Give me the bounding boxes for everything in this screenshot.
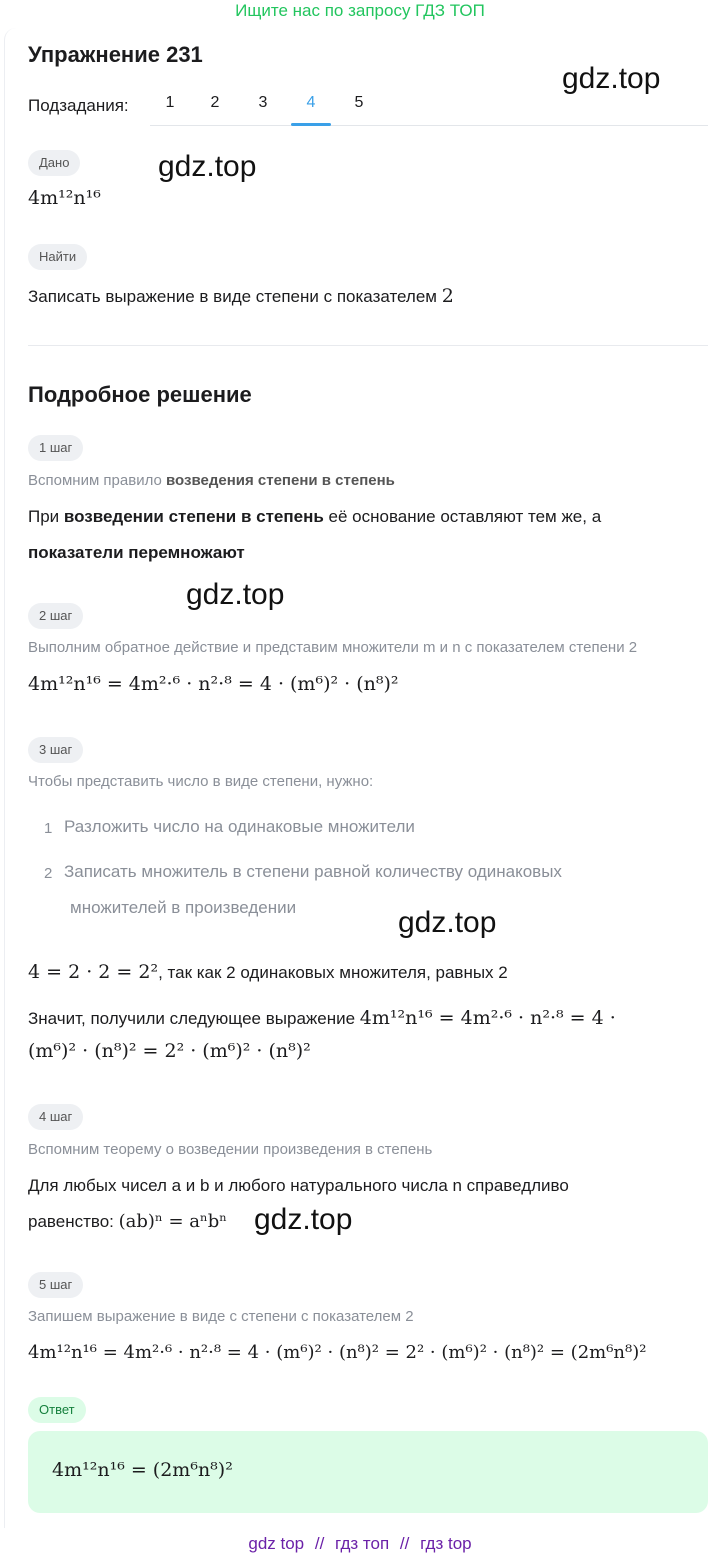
footer-link-gdz-top[interactable]: gdz top (248, 1534, 305, 1553)
subtasks-label: Подзадания: (28, 96, 129, 115)
step1-line1-bold: возведении степени в степень (63, 507, 324, 526)
step3-line1-text: , так как 2 одинаковых множителя, равных 2 (158, 963, 508, 982)
watermark: gdz.top (158, 150, 257, 183)
step3-item2-text-cont: множителей в произведении (70, 898, 297, 917)
step1-line1-post: её основание оставляют тем же, а (323, 507, 602, 526)
step4-pill: 4 шаг (28, 1104, 83, 1130)
step3-line1 (28, 960, 508, 985)
answer-box (28, 1431, 708, 1513)
top-banner: Ищите нас по запросу ГДЗ ТОП (235, 1, 485, 20)
footer-separator: // (399, 1534, 410, 1553)
given-pill: Дано (28, 150, 80, 176)
step4-line1: Для любых чисел a и b и любого натурального числа n справедливо (28, 1176, 569, 1195)
step2-hint: Выполним обратное действие и представим множители m и n с показателем степени 2 (28, 639, 638, 656)
step1-hint-bold: возведения степени в степень (166, 472, 395, 489)
step1-line2 (28, 541, 245, 565)
step1-hint-pre: Вспомним правило (28, 472, 167, 489)
footer-link-gdz-top-mixed[interactable]: гдз top (420, 1534, 472, 1553)
step1-line1-pre: При (28, 507, 64, 526)
find-exponent: 2 (441, 285, 454, 307)
answer-pill: Ответ (28, 1397, 86, 1423)
tab-3[interactable]: 3 (258, 94, 268, 111)
footer-link-gdz-top-ru[interactable]: гдз топ (335, 1534, 390, 1553)
step4-line2-math: (ab)ⁿ = aⁿbⁿ (118, 1211, 228, 1232)
step4-line2 (28, 1210, 227, 1234)
active-tab-indicator (291, 123, 331, 126)
find-pill: Найти (28, 244, 87, 270)
step3-item2-text: Записать множитель в степени равной количеству одинаковых (64, 862, 562, 881)
answer-expression: 4m¹²n¹⁶ = (2m⁶n⁸)² (52, 1459, 233, 1481)
watermark: gdz.top (562, 62, 661, 95)
step3-pill: 3 шаг (28, 737, 83, 763)
step3-line2 (28, 1006, 616, 1031)
step3-line3-math: (m⁶)² · (n⁸)² = 2² · (m⁶)² · (n⁸)² (28, 1040, 311, 1062)
page-title: Упражнение 231 (28, 42, 203, 67)
step3-item1-text: Разложить число на одинаковые множители (64, 817, 415, 836)
step4-hint: Вспомним теорему о возведении произведения в степень (28, 1141, 433, 1158)
step3-item2-number: 2 (44, 865, 53, 882)
step3-hint: Чтобы представить число в виде степени, нужно: (28, 773, 374, 790)
tab-2[interactable]: 2 (210, 94, 220, 111)
step1-line1 (28, 505, 601, 529)
tab-1[interactable]: 1 (165, 94, 175, 111)
watermark: gdz.top (398, 906, 497, 939)
step1-hint (28, 470, 395, 492)
step5-expression: 4m¹²n¹⁶ = 4m²·⁶ · n²·⁸ = 4 · (m⁶)² · (n⁸)² = 2² · (m⁶)² · (n⁸)² = (2m⁶n⁸)² (28, 1342, 647, 1363)
step5-hint: Запишем выражение в виде с степени с показателем 2 (28, 1308, 414, 1325)
step5-pill: 5 шаг (28, 1272, 83, 1298)
watermark: gdz.top (186, 578, 285, 611)
given-expression: 4m¹²n¹⁶ (28, 187, 101, 209)
step4-line2-text: равенство: (28, 1212, 114, 1231)
step3-line1-math: 4 = 2 · 2 = 2² (28, 961, 159, 983)
step2-pill: 2 шаг (28, 603, 83, 629)
footer-separator: // (314, 1534, 325, 1553)
solution-title: Подробное решение (28, 382, 252, 407)
watermark: gdz.top (254, 1203, 353, 1236)
find-text-label: Записать выражение в виде степени с показателем (28, 287, 437, 306)
section-divider (28, 345, 708, 346)
footer-links (0, 1534, 720, 1554)
step3-item1-number: 1 (44, 820, 53, 837)
step3-line2-math: 4m¹²n¹⁶ = 4m²·⁶ · n²·⁸ = 4 · (359, 1007, 616, 1029)
step1-line2-bold: показатели перемножают (28, 543, 245, 562)
find-text (28, 284, 454, 309)
tab-5[interactable]: 5 (354, 94, 364, 111)
step2-expression: 4m¹²n¹⁶ = 4m²·⁶ · n²·⁸ = 4 · (m⁶)² · (n⁸)² (28, 673, 399, 695)
step1-pill: 1 шаг (28, 435, 83, 461)
tab-4[interactable]: 4 (306, 94, 316, 111)
step3-line2-text: Значит, получили следующее выражение (28, 1009, 356, 1028)
